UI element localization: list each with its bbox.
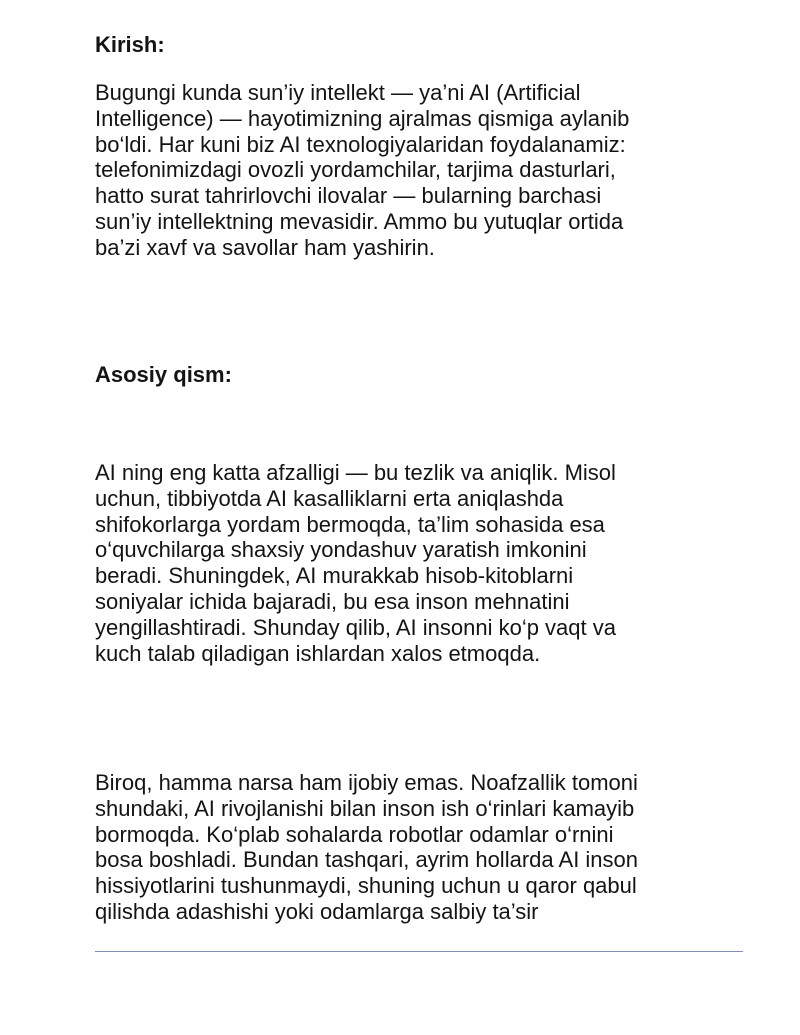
page-divider [95, 951, 743, 952]
paragraph-line: bosa boshladi. Bundan tashqari, ayrim hollarda AI inson [95, 847, 639, 873]
paragraph-line: bo‘ldi. Har kuni biz AI texnologiyalaridan foydalanamiz: [95, 131, 626, 157]
paragraph-line: hatto surat tahrirlovchi ilovalar — bularning barchasi [95, 183, 602, 209]
paragraph-line: Biroq, hamma narsa ham ijobiy emas. Noafzallik tomoni [95, 770, 638, 795]
heading-kirish: Kirish: [95, 32, 165, 57]
paragraph-line: shifokorlarga yordam bermoqda, ta’lim sohasida esa [95, 511, 605, 537]
paragraph-line: bormoqda. Ko‘plab sohalarda robotlar odamlar o‘rnini [95, 821, 614, 847]
paragraph-line: qilishda adashishi yoki odamlarga salbiy ta’sir [95, 898, 539, 924]
paragraph-line: shundaki, AI rivojlanishi bilan inson ish o‘rinlari kamayib [95, 795, 635, 821]
paragraph-line: yengillashtiradi. Shunday qilib, AI insonni ko‘p vaqt va [95, 614, 616, 640]
paragraph-line: kuch talab qiladigan ishlardan xalos etmoqda. [95, 640, 541, 666]
heading-asosiy-qism: Asosiy qism: [95, 362, 232, 387]
paragraph-intro [95, 80, 755, 261]
paragraph-line: beradi. Shuningdek, AI murakkab hisob-kitoblarni [95, 563, 574, 589]
paragraph-line: AI ning eng katta afzalligi — bu tezlik va aniqlik. Misol [95, 460, 616, 485]
paragraph-line: o‘quvchilarga shaxsiy yondashuv yaratish imkonini [95, 537, 587, 563]
paragraph-line: hissiyotlarini tushunmaydi, shuning uchun u qaror qabul [95, 873, 637, 899]
paragraph-line: soniyalar ichida bajaradi, bu esa inson mehnatini [95, 588, 570, 614]
paragraph-line: Intelligence) — hayotimizning ajralmas qismiga aylanib [95, 105, 630, 131]
paragraph-advantages [95, 460, 755, 666]
paragraph-line: uchun, tibbiyotda AI kasalliklarni erta aniqlashda [95, 485, 564, 511]
paragraph-disadvantages [95, 770, 755, 925]
paragraph-line: sun’iy intellektning mevasidir. Ammo bu yutuqlar ortida [95, 208, 624, 234]
paragraph-line: telefonimizdagi ovozli yordamchilar, tarjima dasturlari, [95, 157, 616, 183]
paragraph-line: ba’zi xavf va savollar ham yashirin. [95, 234, 435, 260]
paragraph-line: Bugungi kunda sun’iy intellekt — ya’ni AI (Artificial [95, 80, 581, 105]
